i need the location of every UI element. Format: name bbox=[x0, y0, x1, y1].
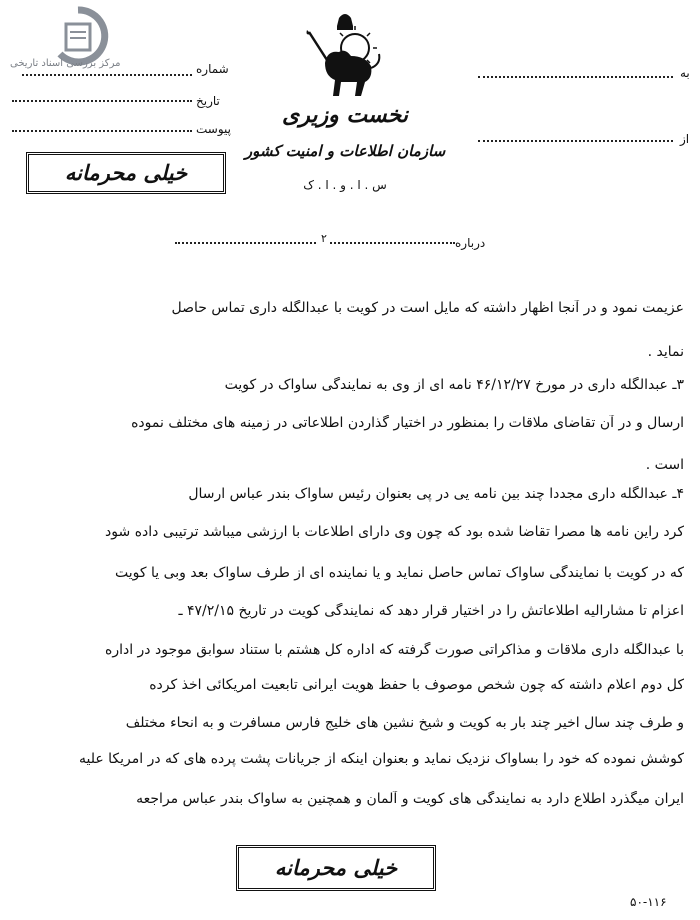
number-field-line bbox=[22, 74, 192, 76]
to-field-line bbox=[478, 76, 673, 78]
org-title: نخست وزیری bbox=[282, 102, 408, 128]
body-line: است . bbox=[645, 457, 684, 473]
subject-label: درباره bbox=[455, 236, 486, 250]
classification-stamp-top: خیلی محرمانه bbox=[26, 152, 226, 194]
body-line: نماید . bbox=[647, 344, 684, 360]
page-code: ۵۰-۱۱۶ bbox=[630, 895, 667, 909]
org-reference-code: س . ا . و . ا . ک bbox=[303, 178, 387, 192]
body-line: که در کویت با نمایندگی ساواک تماس حاصل نماید و یا نماینده ای از طرف ساواک بعد وبی یا کویت bbox=[115, 565, 684, 581]
body-line: اعزام تا مشارالیه اطلاعاتش را در اختیار قرار دهد که نمایندگی کویت در تاریخ ۴۷/۲/۱۵ ـ bbox=[178, 603, 684, 619]
body-line: عزیمت نمود و در آنجا اظهار داشته که مایل است در کویت با عبدالگله داری تماس حاصل bbox=[171, 300, 684, 316]
body-line: ۳ـ عبدالگله داری در مورخ ۴۶/۱۲/۲۷ نامه ای از وی به نمایندگی ساواک در کویت bbox=[224, 377, 684, 393]
body-line: و طرف چند سال اخیر چند بار به کویت و شیخ نشین های خلیج فارس مسافرت و به انحاء مختلف bbox=[125, 715, 684, 731]
org-subtitle: سازمان اطلاعات و امنیت کشور bbox=[244, 142, 446, 160]
body-line: با عبدالگله داری ملاقات و مذاکراتی صورت گرفته که اداره کل هشتم با ستناد سوابق موجود در اداره bbox=[104, 642, 684, 658]
date-field-line bbox=[12, 100, 192, 102]
body-line: ارسال و در آن تقاضای ملاقات را بمنظور در اختیار گذاردن اطلاعاتی در زمینه های مختلف نموده bbox=[131, 415, 684, 431]
number-label: شماره bbox=[196, 62, 229, 76]
from-field-line bbox=[478, 140, 673, 142]
to-label: به bbox=[680, 66, 690, 80]
body-line: ایران میگذرد اطلاع دارد به نمایندگی های کویت و آلمان و همچنین به ساواک بندر عباس مراجعه bbox=[136, 791, 684, 807]
from-label: از bbox=[680, 132, 690, 146]
lion-and-sun-emblem-icon bbox=[295, 8, 395, 108]
attachment-label: پیوست bbox=[196, 122, 231, 136]
body-line: کوشش نموده که خود را بساواک نزدیک نماید و بعنوان اینکه از جریانات پشت پرده های که در امریکا علیه bbox=[78, 751, 684, 767]
archive-watermark-text: مرکز بررسی اسناد تاریخی bbox=[10, 58, 121, 69]
body-line: کرد راین نامه ها مصرا تقاضا شده بود که چون وی دارای اطلاعات با ارزشی میباشد ترتیبی داده شود bbox=[105, 524, 684, 540]
body-line: کل دوم اعلام داشته که چون شخص موصوف با حفظ هویت ایرانی تابعیت امریکائی اخذ کرده bbox=[149, 677, 684, 693]
body-line: ۴ـ عبدالگله داری مجددا چند بین نامه یی در پی بعنوان رئیس ساواک بندر عباس ارسال bbox=[188, 486, 684, 502]
page-number-marker: ۲ bbox=[318, 232, 330, 245]
classification-stamp-bottom: خیلی محرمانه bbox=[236, 845, 436, 891]
subject-field-line bbox=[175, 242, 455, 244]
attachment-field-line bbox=[12, 130, 192, 132]
date-label: تاریخ bbox=[196, 94, 220, 108]
